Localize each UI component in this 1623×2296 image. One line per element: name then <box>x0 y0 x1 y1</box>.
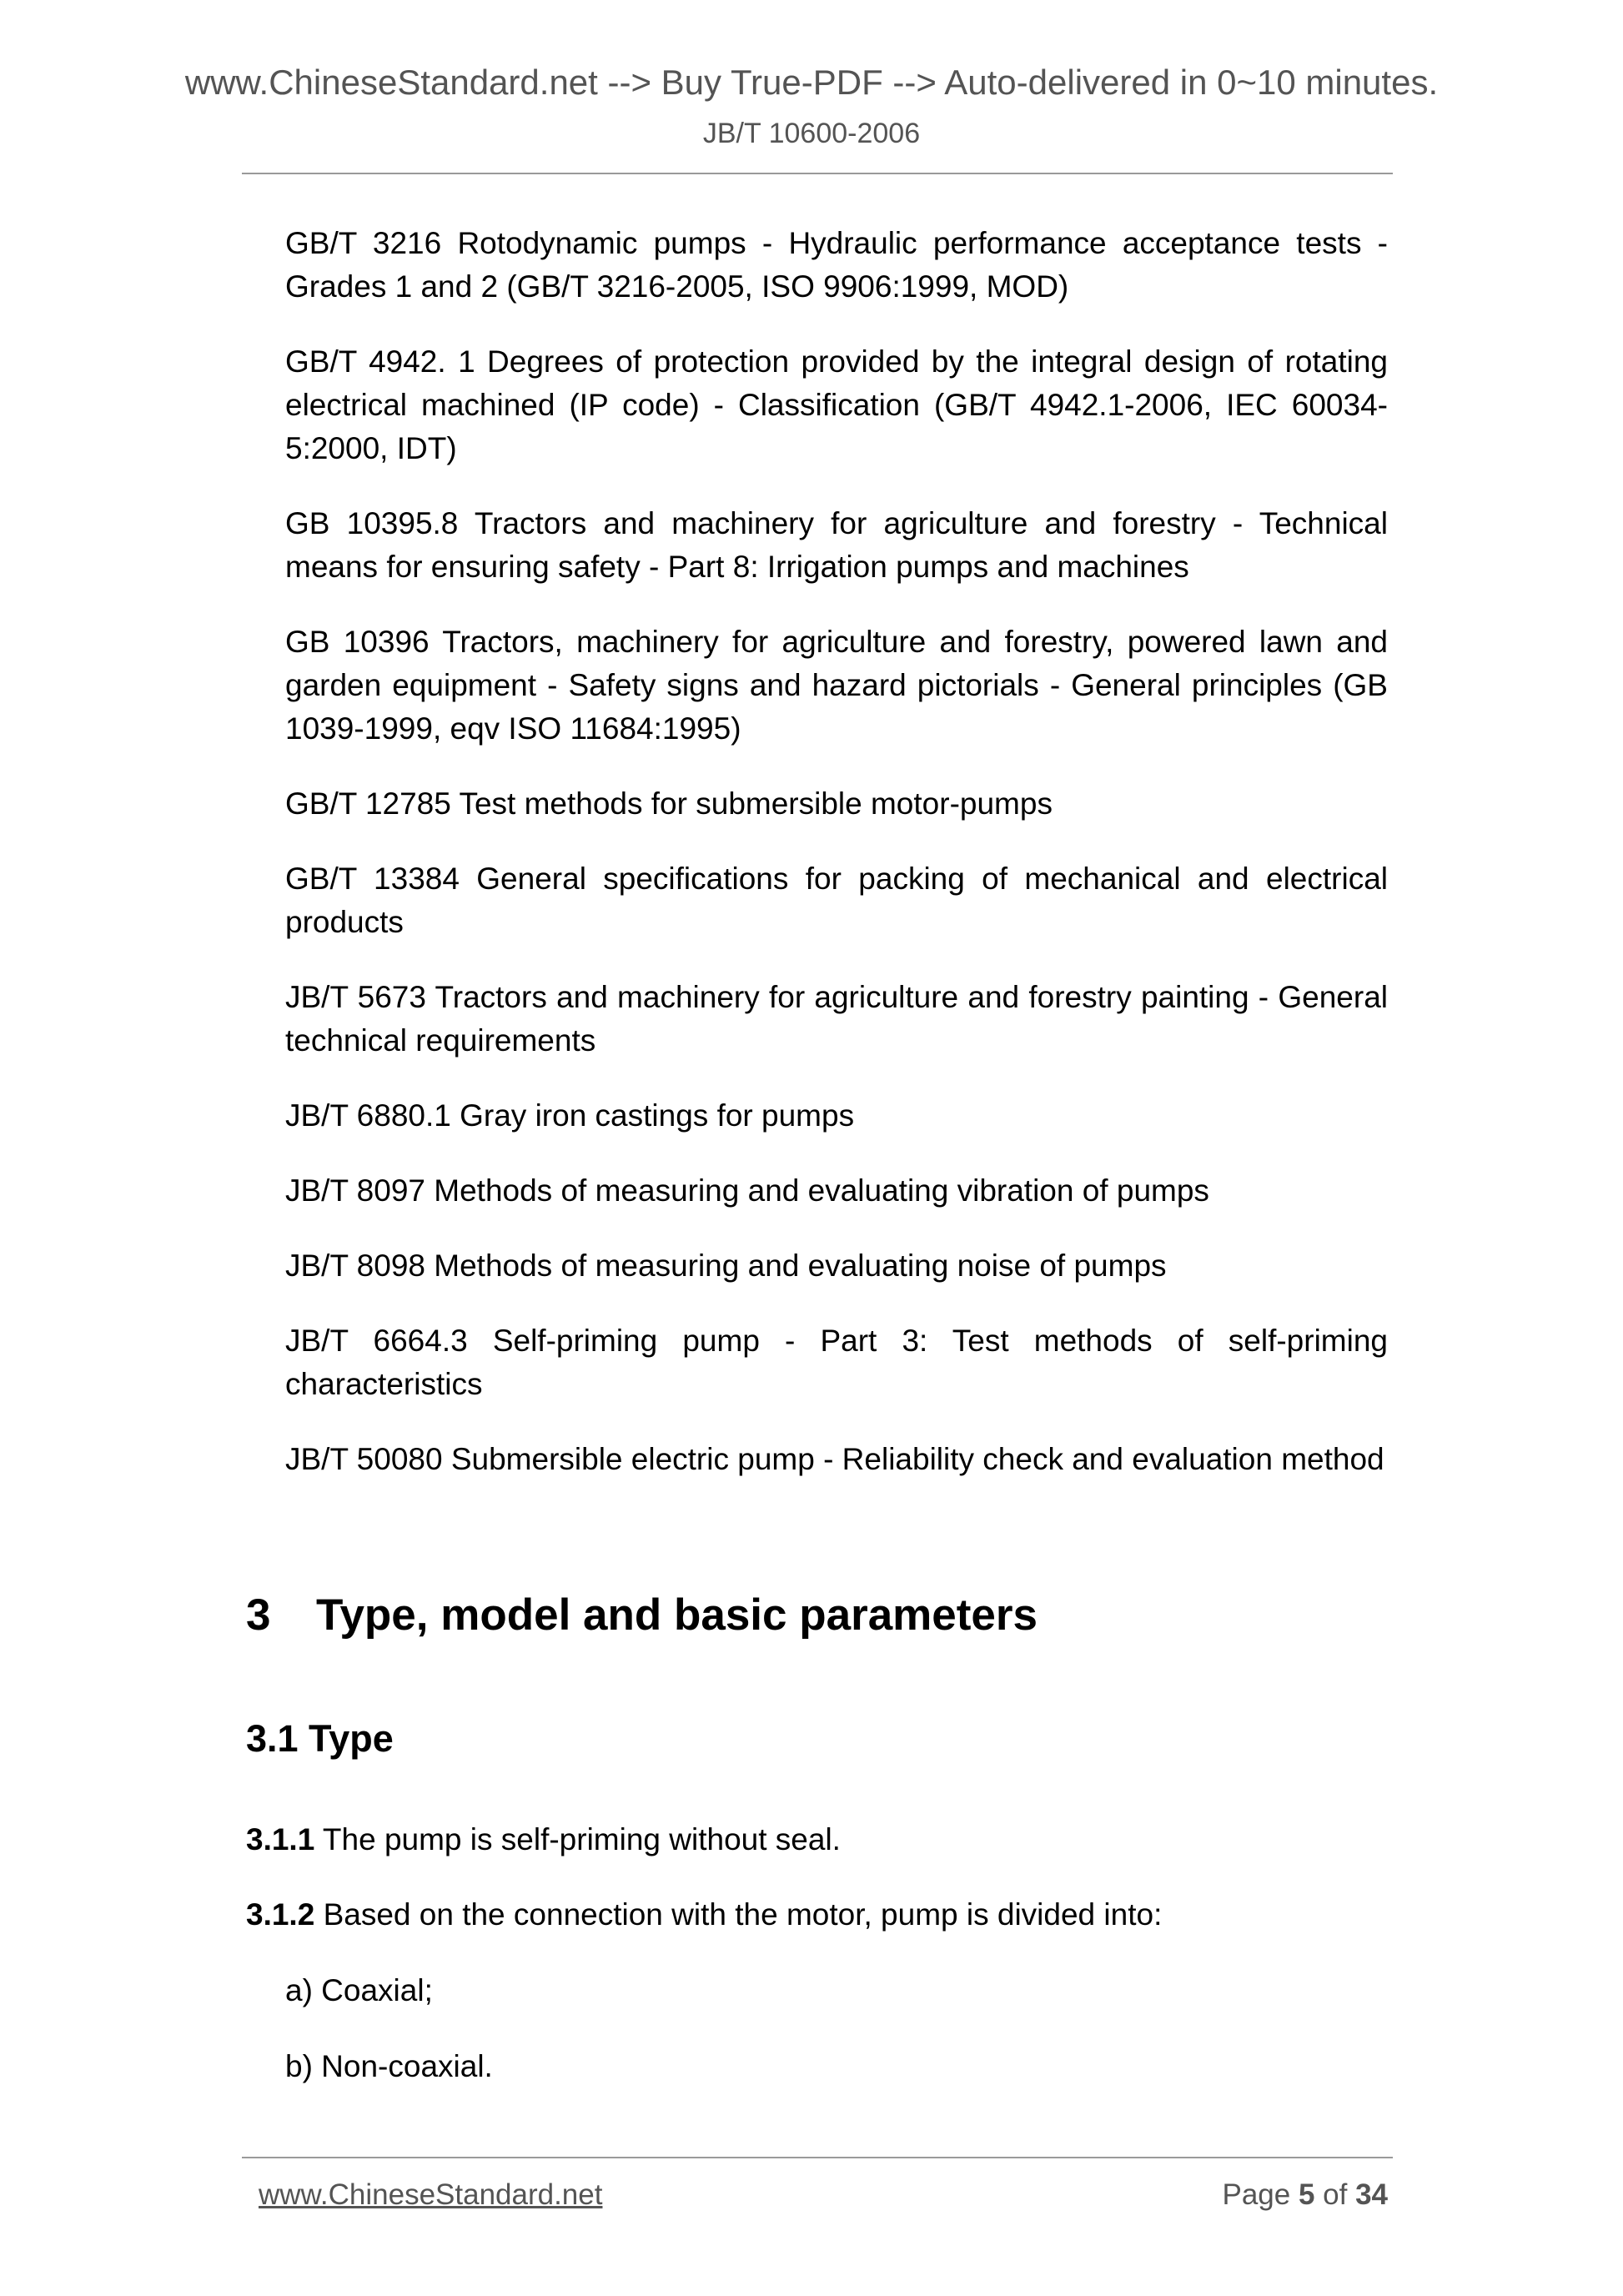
page-indicator <box>1222 2180 1388 2209</box>
document-code: JB/T 10600-2006 <box>702 118 921 149</box>
section-number: 3 <box>246 1590 271 1640</box>
page-total: 34 <box>1355 2178 1388 2211</box>
reference-item: GB/T 13384 General specifications for packing of mechanical and electrical products <box>285 862 1388 939</box>
reference-item: GB 10396 Tractors, machinery for agriculture and forestry, powered lawn and garden equipment - Safety signs and hazard pictorials - General principles (GB 1039-1999, eqv ISO 11684:1995) <box>285 625 1388 746</box>
footer-divider <box>242 2157 1393 2158</box>
reference-item: JB/T 8098 Methods of measuring and evaluating noise of pumps <box>285 1248 1167 1283</box>
list-item-a: a) Coaxial; <box>285 1973 433 2007</box>
reference-item: JB/T 5673 Tractors and machinery for agriculture and forestry painting - General technical requirements <box>285 980 1388 1058</box>
reference-item: GB 10395.8 Tractors and machinery for agriculture and forestry - Technical means for ensuring safety - Part 8: Irrigation pumps and machines <box>285 506 1388 584</box>
page-prefix: Page <box>1222 2178 1299 2211</box>
reference-item: GB/T 3216 Rotodynamic pumps - Hydraulic performance acceptance tests - Grades 1 and 2 (GB/T 3216-2005, ISO 9906:1999, MOD) <box>285 226 1388 304</box>
clause-text: Based on the connection with the motor, pump is divided into: <box>314 1897 1163 1932</box>
reference-item: GB/T 4942. 1 Degrees of protection provided by the integral design of rotating electrical machined (IP code) - Classification (GB/T 4942.1-2006, IEC 60034-5:2000, IDT) <box>285 344 1388 465</box>
header-divider <box>242 173 1393 174</box>
header-banner: www.ChineseStandard.net --> Buy True-PDF --> Auto-delivered in 0~10 minutes. <box>184 63 1439 102</box>
clause-3-1-1 <box>246 1824 841 1855</box>
normative-references-list <box>285 222 1388 1513</box>
section-title: Type, model and basic parameters <box>316 1590 1038 1640</box>
reference-item: JB/T 50080 Submersible electric pump - Reliability check and evaluation method <box>285 1442 1384 1476</box>
section-heading <box>246 1590 1038 1640</box>
clause-3-1-2 <box>246 1899 1162 1930</box>
footer-website-link[interactable]: www.ChineseStandard.net <box>259 2178 603 2211</box>
reference-item: JB/T 6880.1 Gray iron castings for pumps <box>285 1098 855 1133</box>
clause-text: The pump is self-priming without seal. <box>314 1822 841 1856</box>
reference-item: JB/T 8097 Methods of measuring and evaluating vibration of pumps <box>285 1173 1209 1208</box>
reference-item: GB/T 12785 Test methods for submersible motor-pumps <box>285 786 1053 821</box>
clause-number: 3.1.1 <box>246 1822 315 1856</box>
clause-number: 3.1.2 <box>246 1897 315 1932</box>
subsection-heading: 3.1 Type <box>246 1717 394 1760</box>
reference-item: JB/T 6664.3 Self-priming pump - Part 3: Test methods of self-priming characteristics <box>285 1324 1388 1401</box>
page-number: 5 <box>1298 2178 1315 2211</box>
list-item-b: b) Non-coaxial. <box>285 2049 493 2083</box>
page-of: of <box>1314 2178 1356 2211</box>
